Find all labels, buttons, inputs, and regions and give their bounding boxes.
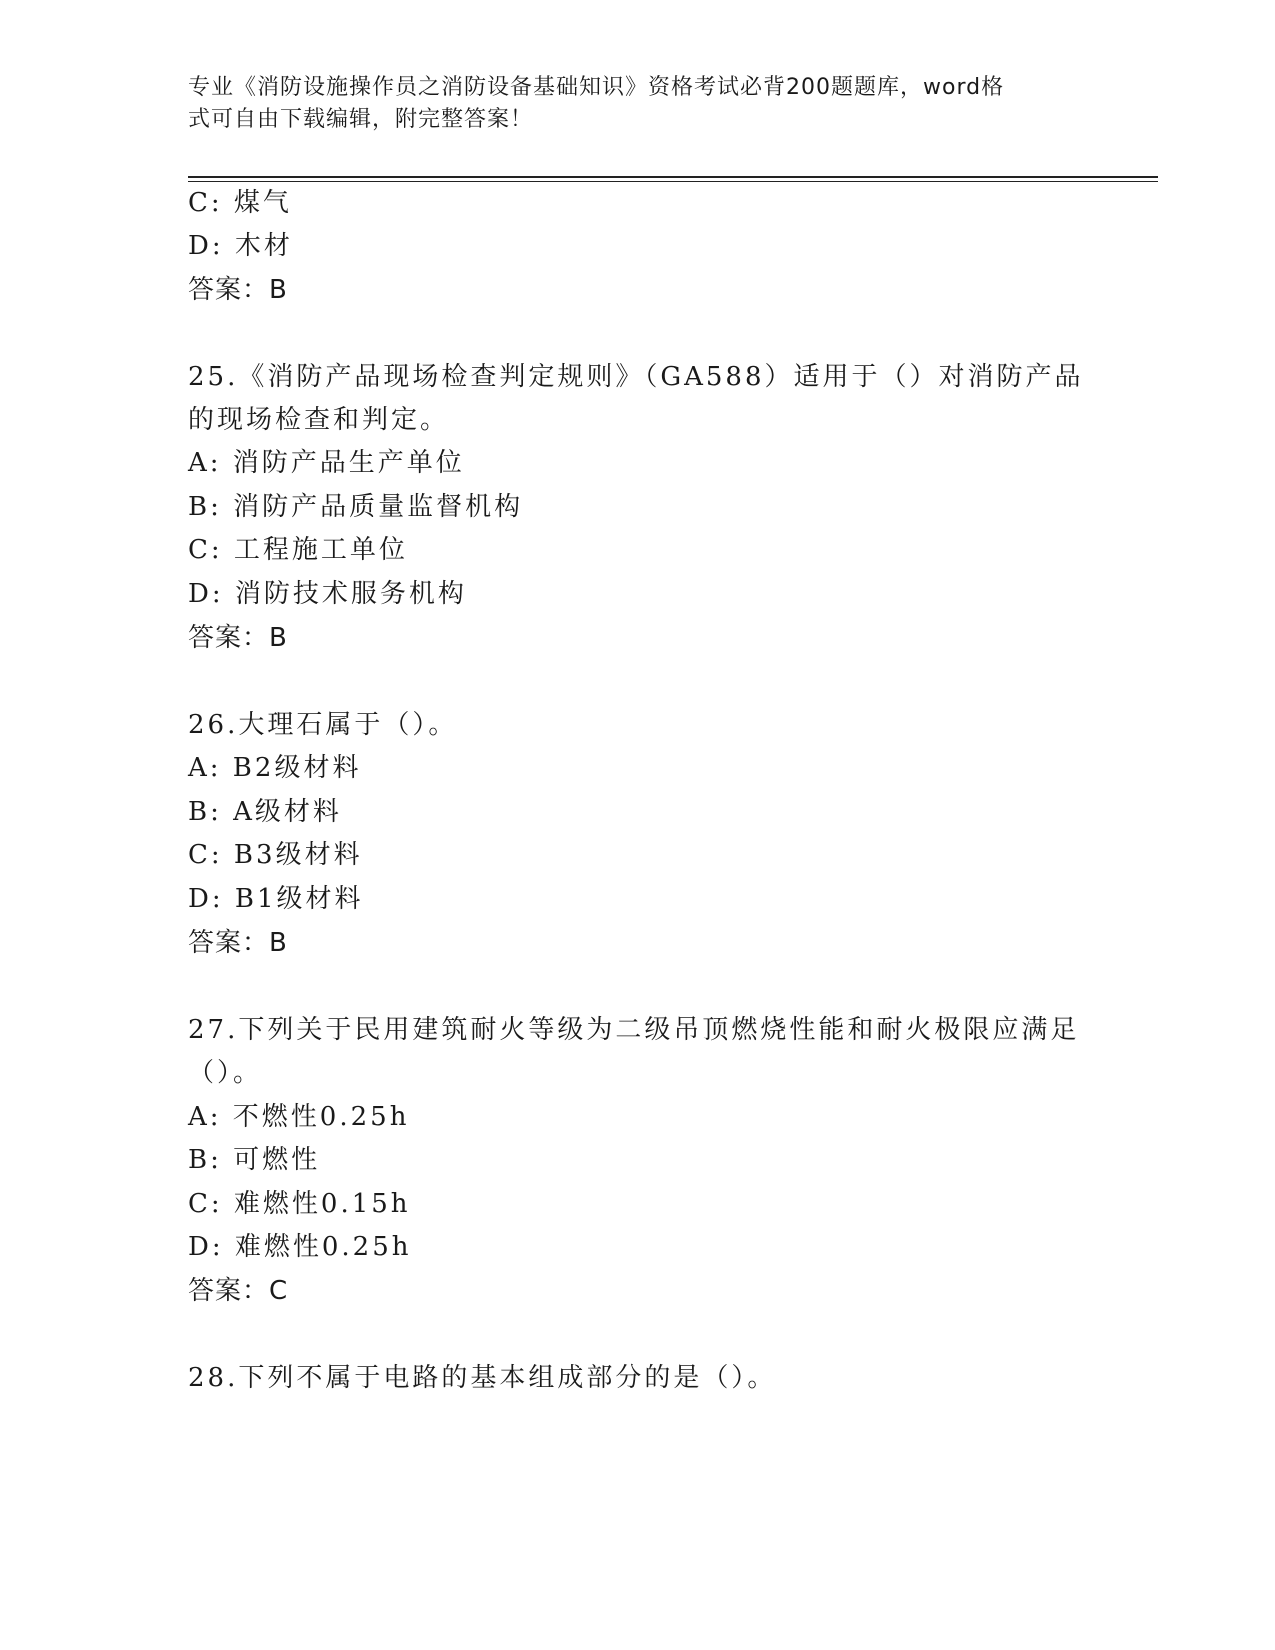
q25-option-d: D: 消防技术服务机构 — [188, 579, 467, 609]
q27-option-b: B: 可燃性 — [188, 1145, 321, 1175]
q26-answer: 答案：B — [188, 928, 288, 958]
q27-stem-line-2: （）。 — [188, 1058, 263, 1088]
q25-stem-line-1: 25.《消防产品现场检查判定规则》（GA588）适用于（）对消防产品 — [188, 362, 1084, 392]
q27-option-a: A: 不燃性0.25h — [188, 1102, 410, 1132]
q26-option-d: D: B1级材料 — [188, 884, 364, 914]
q25-option-b: B: 消防产品质量监督机构 — [188, 492, 524, 522]
header-title-line-2: 式可自由下载编辑，附完整答案！ — [188, 107, 534, 132]
header-title-line-1: 专业《消防设施操作员之消防设备基础知识》资格考试必背200题题库，word格 — [188, 75, 1005, 100]
prev-question-option-d: D: 木材 — [188, 231, 293, 261]
q27-option-d: D: 难燃性0.25h — [188, 1232, 412, 1262]
q25-stem-line-2: 的现场检查和判定。 — [188, 405, 450, 435]
prev-question-option-c: C: 煤气 — [188, 188, 292, 218]
q27-answer: 答案：C — [188, 1276, 289, 1306]
q25-answer: 答案：B — [188, 623, 288, 653]
q27-stem-line-1: 27.下列关于民用建筑耐火等级为二级吊顶燃烧性能和耐火极限应满足 — [188, 1015, 1080, 1045]
q28-stem-line-1: 28.下列不属于电路的基本组成部分的是（）。 — [188, 1363, 777, 1393]
q25-option-c: C: 工程施工单位 — [188, 535, 408, 565]
q26-option-b: B: A级材料 — [188, 797, 342, 827]
q26-stem-line-1: 26.大理石属于（）。 — [188, 710, 458, 740]
prev-question-answer: 答案：B — [188, 275, 288, 305]
q25-option-a: A: 消防产品生产单位 — [188, 448, 465, 478]
document-header — [188, 72, 1068, 136]
q26-option-c: C: B3级材料 — [188, 840, 363, 870]
q27-option-c: C: 难燃性0.15h — [188, 1189, 411, 1219]
header-divider-thin — [188, 181, 1158, 182]
header-divider-thick — [188, 176, 1158, 178]
q26-option-a: A: B2级材料 — [188, 753, 362, 783]
